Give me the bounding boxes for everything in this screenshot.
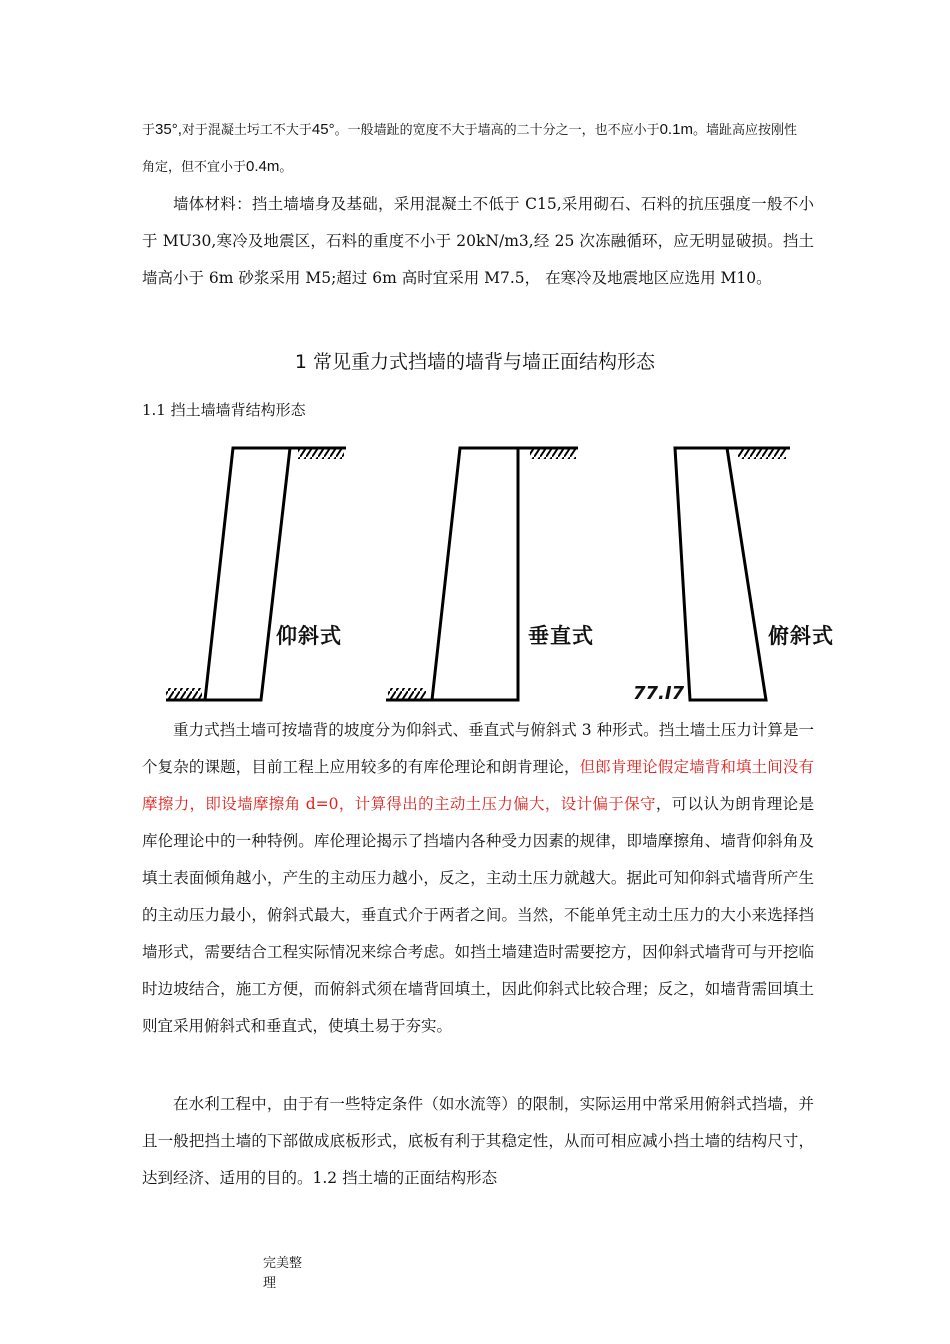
paragraph-text: 墙体材料：挡土墙墙身及基础，采用混凝土不低于 C15,采用砌石、石料的抗压强度一般不小于 MU30,寒冷及地震区，石料的重度不小于 20kN/m3,经 25 次冻融循环，应无明显破损。挡土墙高小于 6m 砂浆采用 M5;超过 6m 高时宜采用 M7.5， 在寒冷及地震地区应选用 M10。 [142, 195, 814, 287]
text-span: 重力式挡土墙可按墙背的坡度分为仰斜式、垂直式与俯斜式 3 种形式。挡土墙土压力计算是一个复杂的课题，目前工程上应用较多的有库伦理论和朗肯理论， [142, 721, 814, 776]
text-span: 。墙趾高应按刚性 [692, 123, 797, 138]
subsection-heading: 1.1 挡土墙墙背结构形态 [142, 401, 306, 419]
text-span: ，可以认为朗肯理论是库伦理论中的一种特例。库伦理论揭示了挡墙内各种受力因素的规律，即墙摩擦角、墙背仰斜角及填土表面倾角越小，产生的主动压力越小，反之，主动土压力就越大。据此可知仰斜式墙背所产生的主动压力最小，俯斜式最大，垂直式介于两者之间。当然，不能单凭主动土压力的大小来选择挡墙形式，需要结合工程实际情况来综合考虑。如挡土墙建造时需要挖方，因仰斜式墙背可与开挖临时边坡结合，施工方便，而俯斜式须在墙背回填土，因此仰斜式比较合理；反之，如墙背需回填土则宜采用俯斜式和垂直式，使填土易于夯实。 [142, 795, 814, 1035]
paragraph-text: 在水利工程中，由于有一些特定条件（如水流等）的限制，实际运用中常采用俯斜式挡墙，并且一般把挡土墙的下部做成底板形式，底板有利于其稳定性，从而可相应减小挡土墙的结构尺寸，达到经济、适用的目的。1.2 挡土墙的正面结构形态 [142, 1095, 814, 1187]
inclined-wall-figure [166, 448, 346, 700]
inclined-label: 仰斜式 [276, 624, 342, 648]
spec-line-2 [142, 157, 822, 178]
declined-wall-outline [675, 448, 766, 700]
vertical-wall-outline [432, 448, 518, 700]
material-paragraph [142, 186, 814, 297]
ground-hatch [738, 449, 786, 459]
vertical-wall-figure [386, 448, 578, 700]
text-span: 。 [279, 160, 293, 175]
inclined-wall-outline [205, 448, 290, 700]
text-span: 35°, [155, 121, 182, 138]
text-span: 45° [311, 121, 335, 138]
text-span: 对于混凝土圬工不大于 [181, 123, 312, 138]
declined-label: 俯斜式 [768, 624, 834, 648]
pressure-paragraph [142, 712, 814, 1045]
declined-wall-figure [675, 448, 790, 700]
text-span: 0.1m [659, 121, 693, 138]
text-span: 0.4m [246, 158, 280, 175]
text-span: 。一般墙趾的宽度不大于墙高的二十分之一，也不应小于 [334, 123, 660, 138]
figure-fragment-text: 77.I7 [633, 683, 685, 704]
wall-back-diagram [0, 430, 950, 710]
paragraph-text [142, 712, 814, 1045]
spec-line-1 [142, 120, 822, 141]
ground-hatch [388, 688, 426, 699]
highlighted-text: 但郎肯理论假定墙背和填土间没有摩擦力，即设墙摩擦角 d=0，计算得出的主动土压力偏大，设计偏于保守 [142, 758, 814, 813]
footer-text: 完美整理 [263, 1256, 303, 1291]
section-heading: 1 常见重力式挡墙的墙背与墙正面结构形态 [294, 351, 656, 373]
ground-hatch [166, 688, 202, 699]
ground-hatch [298, 449, 344, 459]
hydraulic-paragraph [142, 1086, 814, 1197]
vertical-label: 垂直式 [528, 624, 594, 648]
ground-hatch [530, 449, 576, 459]
text-span: 角定，但不宜小于 [142, 160, 247, 175]
text-span: 于 [142, 123, 156, 138]
